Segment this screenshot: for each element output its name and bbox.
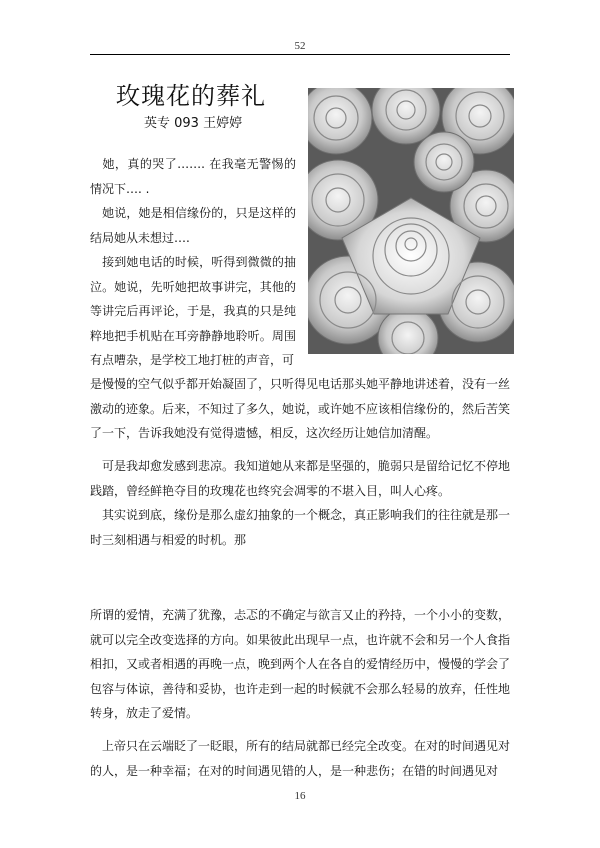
paragraph-3-end: 是慢慢的空气似乎都开始凝固了，只听得见电话那头她平静地讲述着，没有一丝激动的迹象。后来，不知过了多久，她说，或许她不应该相信缘份的，然后苦笑了一下，告诉我她没有觉得遗憾，相反，这次经历让她信加清醒。 [90, 377, 511, 440]
paragraph-7: 上帝只在云端眨了一眨眼，所有的结局就都已经完全改变。在对的时间遇见对的人，是一种幸福；在对的时间遇见错的人，是一种悲伤；在错的时间遇见对 [90, 739, 511, 778]
paragraph-3-start: 接到她电话的时候，听得到微微的抽泣。她说，先听她把故事讲完，其他的等讲完后再评论，于是，我真的只是纯粹地把手机贴在耳旁静静地聆听。周围有点嘈杂，是学校工地打桩的声音，可 [90, 255, 296, 367]
roses-photo [308, 88, 514, 354]
header-page-number: 52 [294, 40, 306, 52]
paragraph-1: 她，真的哭了……. 在我毫无警惕的情况下…. . [90, 157, 296, 196]
paragraph-5: 其实说到底，缘份是那么虚幻抽象的一个概念，真正影响我们的往往就是那一时三刻相遇与相爱的时机。那 [90, 508, 511, 547]
footer-page-number: 16 [294, 790, 306, 802]
paragraph-6: 所谓的爱情，充满了犹豫，忐忑的不确定与欲言又止的矜持，一个小小的变数，就可以完全改变选择的方向。如果彼此出现早一点，也许就不会和另一个人食指相扣，又或者相遇的再晚一点，晚到两个人在各自的爱情经历中，慢慢的学会了包容与体谅，善待和妥协，也许走到一起的时候就不会那么轻易的放弃，任性地转身，放走了爱情。 [90, 608, 511, 720]
paragraph-4: 可是我却愈发感到悲凉。我知道她从来都是坚强的，脆弱只是留给记忆不停地践踏，曾经鲜艳夺目的玫瑰花也终究会凋零的不堪入目，叫人心疼。 [90, 459, 511, 498]
paragraph-2: 她说，她是相信缘份的，只是这样的结局她从未想过…. [90, 206, 296, 245]
header-rule [90, 54, 510, 55]
article-title: 玫瑰花的葬礼 [116, 82, 266, 110]
article-byline: 英专 093 王婷婷 [144, 116, 243, 131]
